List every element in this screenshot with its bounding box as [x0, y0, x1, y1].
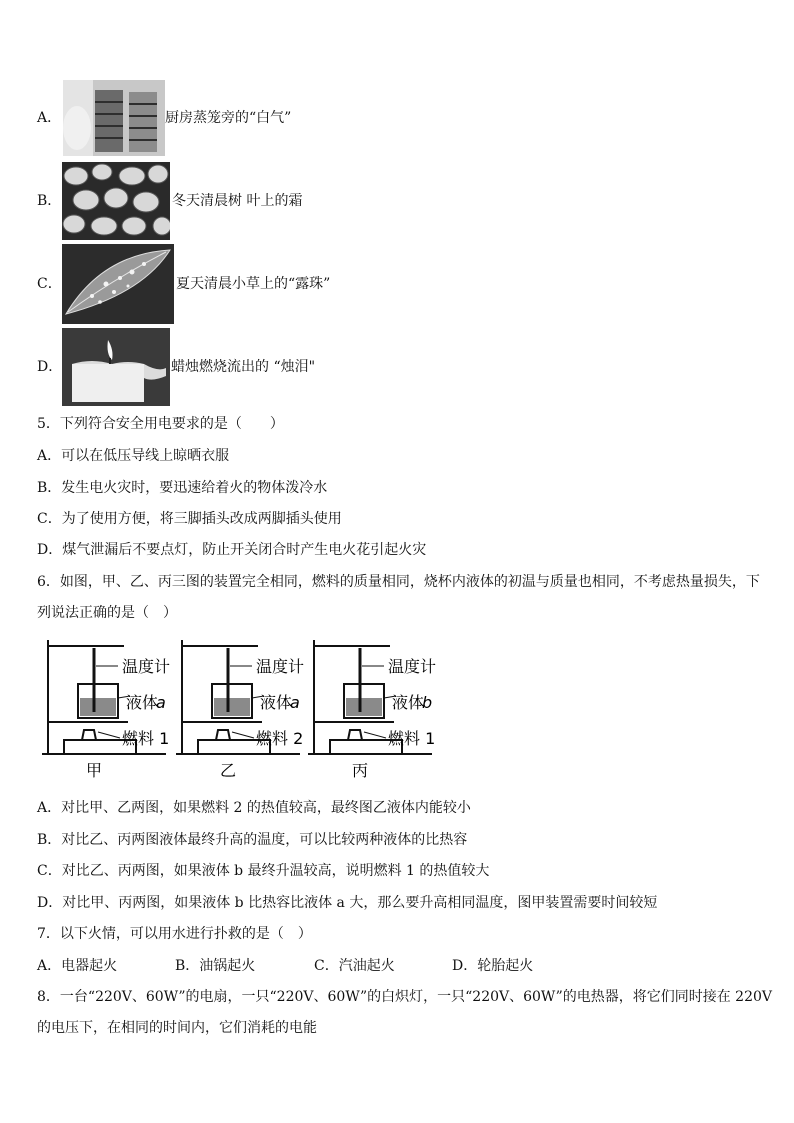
liquid-label: 液体: [260, 693, 293, 712]
figure-name: 甲: [86, 761, 103, 780]
question-stem-line1: 6．如图，甲、乙、丙三图的装置完全相同，燃料的质量相同，烧杯内液体的初温与质量也相同，不考虑热量损失，下: [37, 574, 760, 590]
fuel-label: 燃料 2: [256, 729, 304, 748]
dew-leaf-photo: [62, 244, 174, 324]
question-stem-line1: 8．一台“220V、60W”的电扇，一只“220V、60W”的白炽灯，一只“220V、60W”的电热器，将它们同时接在 220V: [37, 989, 773, 1005]
liquid-label: 液体: [126, 693, 159, 712]
option-b: B．对比乙、丙两图液体最终升高的温度，可以比较两种液体的比热容: [37, 832, 468, 848]
option-text: 夏天清晨小草上的“露珠”: [176, 276, 331, 292]
apparatus-bing: [308, 640, 436, 780]
fuel-label: 燃料 1: [388, 729, 436, 748]
option-text: 蜡烛燃烧流出的 “烛泪": [171, 359, 316, 375]
thermometer-label: 温度计: [256, 657, 305, 676]
option-a: A．电器起火: [37, 958, 118, 974]
apparatus-yi: [176, 640, 304, 780]
option-d: D．煤气泄漏后不要点灯，防止开关闭合时产生电火花引起火灾: [37, 542, 427, 558]
liquid-var: a: [156, 693, 166, 712]
heating-apparatus-figure: [38, 636, 438, 780]
figure-name: 丙: [352, 761, 369, 780]
question-stem: 7．以下火情，可以用水进行扑救的是（ ）: [37, 926, 312, 942]
option-a: A．可以在低压导线上晾晒衣服: [37, 448, 230, 464]
option-text: 厨房蒸笼旁的“白气”: [165, 110, 292, 126]
option-b: B．油锅起火: [175, 958, 256, 974]
thermometer-label: 温度计: [122, 657, 171, 676]
candle-photo: [62, 328, 170, 406]
option-d: D．对比甲、丙两图，如果液体 b 比热容比液体 a 大，那么要升高相同温度，图甲装置需要时间较短: [37, 895, 658, 911]
question-stem-line2: 的电压下，在相同的时间内，它们消耗的电能: [37, 1020, 317, 1036]
option-letter: D．: [37, 359, 63, 375]
liquid-var: a: [290, 693, 300, 712]
steamer-photo: [63, 80, 165, 156]
option-letter: B．: [37, 193, 62, 209]
liquid-label: 液体: [392, 693, 425, 712]
option-b: B．发生电火灾时，要迅速给着火的物体泼冷水: [37, 480, 328, 496]
question-stem-line2: 列说法正确的是（ ）: [37, 605, 177, 621]
option-c: C．汽油起火: [314, 958, 395, 974]
option-c: C．为了使用方便，将三脚插头改成两脚插头使用: [37, 511, 342, 527]
option-d: D．轮胎起火: [452, 958, 534, 974]
liquid-var: b: [422, 693, 433, 712]
thermometer-label: 温度计: [388, 657, 437, 676]
option-c: C．对比乙、丙两图，如果液体 b 最终升温较高，说明燃料 1 的热值较大: [37, 863, 490, 879]
fuel-label: 燃料 1: [122, 729, 170, 748]
frost-leaves-photo: [62, 162, 170, 240]
option-letter: A．: [37, 110, 62, 126]
option-text: 冬天清晨树 叶上的霜: [172, 193, 303, 209]
option-a: A．对比甲、乙两图，如果燃料 2 的热值较高，最终图乙液体内能较小: [37, 800, 471, 816]
figure-name: 乙: [220, 761, 237, 780]
option-letter: C．: [37, 276, 62, 292]
apparatus-jia: [42, 640, 170, 780]
question-stem: 5．下列符合安全用电要求的是（ ）: [37, 416, 284, 432]
